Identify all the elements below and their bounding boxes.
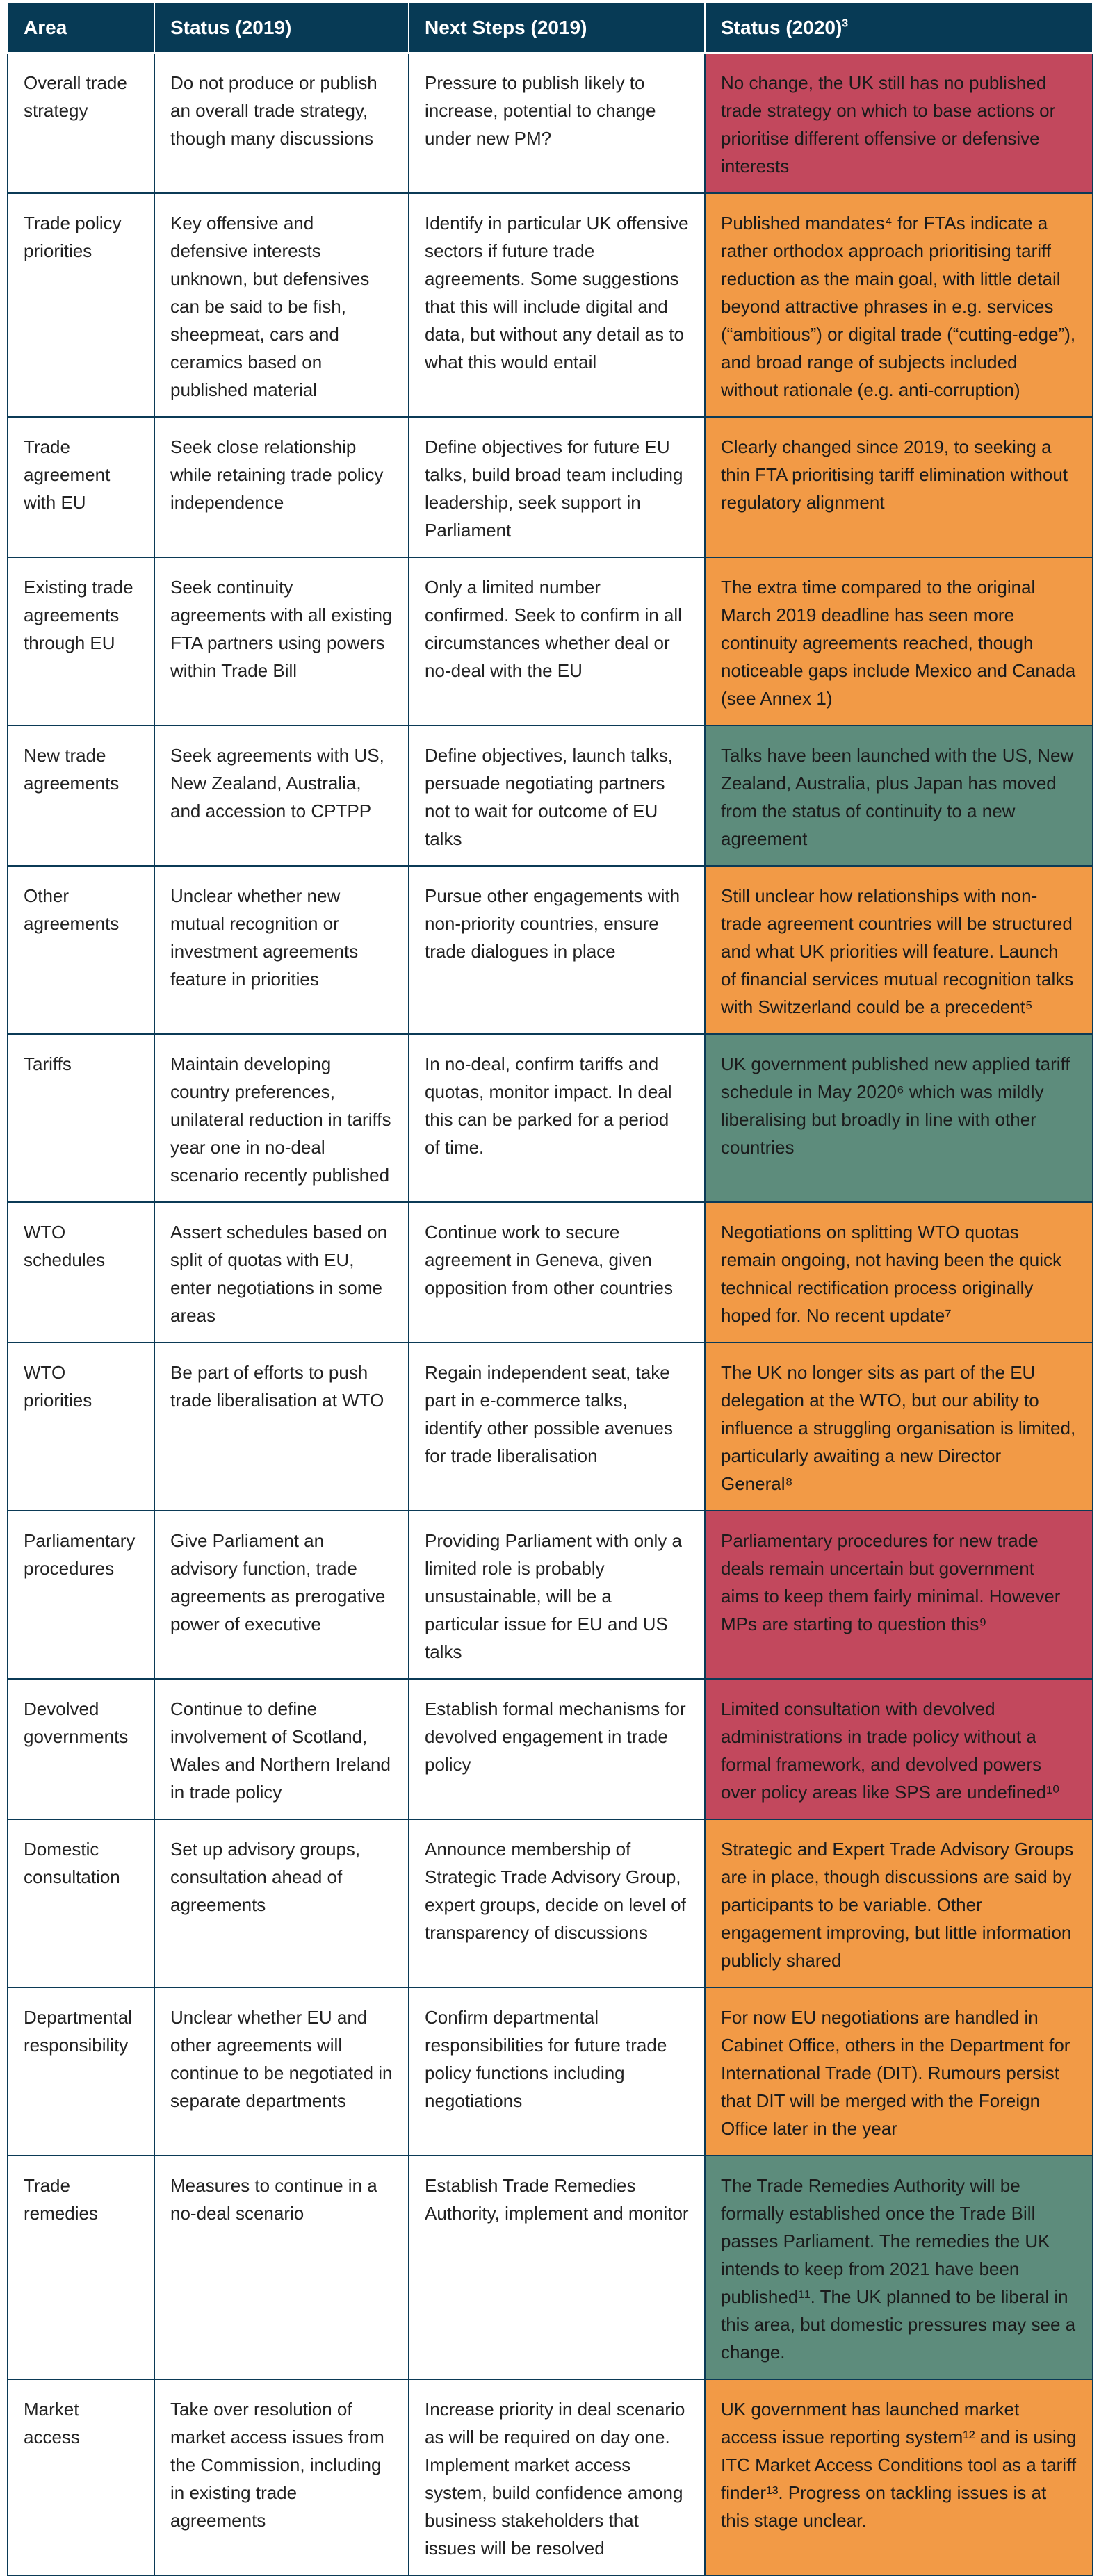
table-row [8,1511,1093,1679]
cell-status-2019: Unclear whether EU and other agreements will continue to be negotiated in separate departments [154,1987,409,2156]
cell-area: Trade agreement with EU [8,417,154,557]
cell-next-steps-2019: Continue work to secure agreement in Geneva, given opposition from other countries [409,1202,705,1343]
cell-next-steps-2019: Establish Trade Remedies Authority, implement and monitor [409,2156,705,2379]
cell-next-steps-2019: Providing Parliament with only a limited role is probably unsustainable, will be a particular issue for EU and US talks [409,1511,705,1679]
cell-area: Domestic consultation [8,1819,154,1987]
cell-status-2020: Still unclear how relationships with non-trade agreement countries will be structured and what UK priorities will feature. Launch of financial services mutual recognition talks with Switzerland could be a precedent⁵ [705,866,1093,1034]
cell-area: Market access [8,2379,154,2575]
cell-status-2019: Set up advisory groups, consultation ahead of agreements [154,1819,409,1987]
cell-next-steps-2019: Regain independent seat, take part in e-commerce talks, identify other possible avenues for trade liberalisation [409,1343,705,1511]
cell-area: New trade agreements [8,725,154,866]
table-row [8,1202,1093,1343]
header-next-steps-2019: Next Steps (2019) [409,3,705,53]
cell-area: Devolved governments [8,1679,154,1819]
table-row [8,193,1093,417]
cell-next-steps-2019: Only a limited number confirmed. Seek to confirm in all circumstances whether deal or no-deal with the EU [409,557,705,725]
cell-status-2019: Measures to continue in a no-deal scenario [154,2156,409,2379]
cell-area: Existing trade agreements through EU [8,557,154,725]
table-row [8,557,1093,725]
cell-status-2019: Seek close relationship while retaining trade policy independence [154,417,409,557]
cell-status-2020: Clearly changed since 2019, to seeking a thin FTA prioritising tariff elimination without regulatory alignment [705,417,1093,557]
cell-status-2020: Negotiations on splitting WTO quotas remain ongoing, not having been the quick technical rectification process originally hoped for. No recent update⁷ [705,1202,1093,1343]
header-status-2019: Status (2019) [154,3,409,53]
cell-next-steps-2019: In no-deal, confirm tariffs and quotas, monitor impact. In deal this can be parked for a period of time. [409,1034,705,1202]
cell-next-steps-2019: Define objectives, launch talks, persuade negotiating partners not to wait for outcome of EU talks [409,725,705,866]
cell-status-2019: Seek agreements with US, New Zealand, Australia, and accession to CPTPP [154,725,409,866]
table-body [8,53,1093,2575]
table-row [8,1679,1093,1819]
cell-next-steps-2019: Announce membership of Strategic Trade Advisory Group, expert groups, decide on level of transparency of discussions [409,1819,705,1987]
cell-next-steps-2019: Increase priority in deal scenario as will be required on day one. Implement market access system, build confidence among business stakeholders that issues will be resolved [409,2379,705,2575]
cell-area: Overall trade strategy [8,53,154,193]
cell-status-2019: Be part of efforts to push trade liberalisation at WTO [154,1343,409,1511]
cell-status-2020: The UK no longer sits as part of the EU delegation at the WTO, but our ability to influence a struggling organisation is limited, particularly awaiting a new Director General⁸ [705,1343,1093,1511]
cell-status-2020: Published mandates⁴ for FTAs indicate a rather orthodox approach prioritising tariff reduction as the main goal, with little detail beyond attractive phrases in e.g. services (“ambitious”) or digital trade (“cutting-edge”), and broad range of subjects included without rationale (e.g. anti-corruption) [705,193,1093,417]
cell-status-2019: Assert schedules based on split of quotas with EU, enter negotiations in some areas [154,1202,409,1343]
cell-status-2019: Do not produce or publish an overall trade strategy, though many discussions [154,53,409,193]
cell-area: WTO schedules [8,1202,154,1343]
cell-status-2019: Give Parliament an advisory function, trade agreements as prerogative power of executive [154,1511,409,1679]
table-row [8,417,1093,557]
cell-next-steps-2019: Define objectives for future EU talks, build broad team including leadership, seek support in Parliament [409,417,705,557]
cell-status-2020: No change, the UK still has no published trade strategy on which to base actions or prioritise different offensive or defensive interests [705,53,1093,193]
cell-status-2020: UK government published new applied tariff schedule in May 2020⁶ which was mildly liberalising but broadly in line with other countries [705,1034,1093,1202]
cell-status-2020: UK government has launched market access issue reporting system¹² and is using ITC Market Access Conditions tool as a tariff finder¹³. Progress on tackling issues is at this stage unclear. [705,2379,1093,2575]
table-row [8,1819,1093,1987]
cell-next-steps-2019: Pursue other engagements with non-priority countries, ensure trade dialogues in place [409,866,705,1034]
table-row [8,2379,1093,2575]
cell-status-2020: Talks have been launched with the US, New Zealand, Australia, plus Japan has moved from the status of continuity to a new agreement [705,725,1093,866]
cell-status-2019: Continue to define involvement of Scotland, Wales and Northern Ireland in trade policy [154,1679,409,1819]
cell-area: Parliamentary procedures [8,1511,154,1679]
cell-next-steps-2019: Establish formal mechanisms for devolved engagement in trade policy [409,1679,705,1819]
cell-status-2020: The extra time compared to the original March 2019 deadline has seen more continuity agreements reached, though noticeable gaps include Mexico and Canada (see Annex 1) [705,557,1093,725]
header-status-2020 [705,3,1093,53]
cell-status-2020: Parliamentary procedures for new trade deals remain uncertain but government aims to keep them fairly minimal. However MPs are starting to question this⁹ [705,1511,1093,1679]
cell-area: WTO priorities [8,1343,154,1511]
cell-status-2019: Unclear whether new mutual recognition or investment agreements feature in priorities [154,866,409,1034]
table-row [8,53,1093,193]
header-status-2020-footnote: 3 [842,17,849,30]
cell-status-2019: Take over resolution of market access issues from the Commission, including in existing trade agreements [154,2379,409,2575]
table-row [8,1987,1093,2156]
cell-area: Trade remedies [8,2156,154,2379]
trade-policy-table [7,3,1093,2576]
cell-status-2019: Key offensive and defensive interests unknown, but defensives can be said to be fish, sheepmeat, cars and ceramics based on published material [154,193,409,417]
cell-status-2020: The Trade Remedies Authority will be formally established once the Trade Bill passes Parliament. The remedies the UK intends to keep from 2021 have been published¹¹. The UK planned to be liberal in this area, but domestic pressures may see a change. [705,2156,1093,2379]
cell-status-2020: Strategic and Expert Trade Advisory Groups are in place, though discussions are said by participants to be variable. Other engagement improving, but little information publicly shared [705,1819,1093,1987]
cell-area: Trade policy priorities [8,193,154,417]
cell-status-2019: Seek continuity agreements with all existing FTA partners using powers within Trade Bill [154,557,409,725]
table-row [8,2156,1093,2379]
cell-next-steps-2019: Pressure to publish likely to increase, potential to change under new PM? [409,53,705,193]
cell-area: Departmental responsibility [8,1987,154,2156]
table-row [8,1034,1093,1202]
header-status-2020-label: Status (2020) [721,17,842,38]
table-row [8,725,1093,866]
cell-next-steps-2019: Confirm departmental responsibilities for future trade policy functions including negotiations [409,1987,705,2156]
table-row [8,866,1093,1034]
cell-area: Tariffs [8,1034,154,1202]
cell-status-2020: For now EU negotiations are handled in Cabinet Office, others in the Department for International Trade (DIT). Rumours persist that DIT will be merged with the Foreign Office later in the year [705,1987,1093,2156]
header-row [8,3,1093,53]
table-row [8,1343,1093,1511]
cell-area: Other agreements [8,866,154,1034]
header-area: Area [8,3,154,53]
cell-status-2019: Maintain developing country preferences, unilateral reduction in tariffs year one in no-deal scenario recently published [154,1034,409,1202]
cell-status-2020: Limited consultation with devolved administrations in trade policy without a formal framework, and devolved powers over policy areas like SPS are undefined¹⁰ [705,1679,1093,1819]
cell-next-steps-2019: Identify in particular UK offensive sectors if future trade agreements. Some suggestions that this will include digital and data, but without any detail as to what this would entail [409,193,705,417]
